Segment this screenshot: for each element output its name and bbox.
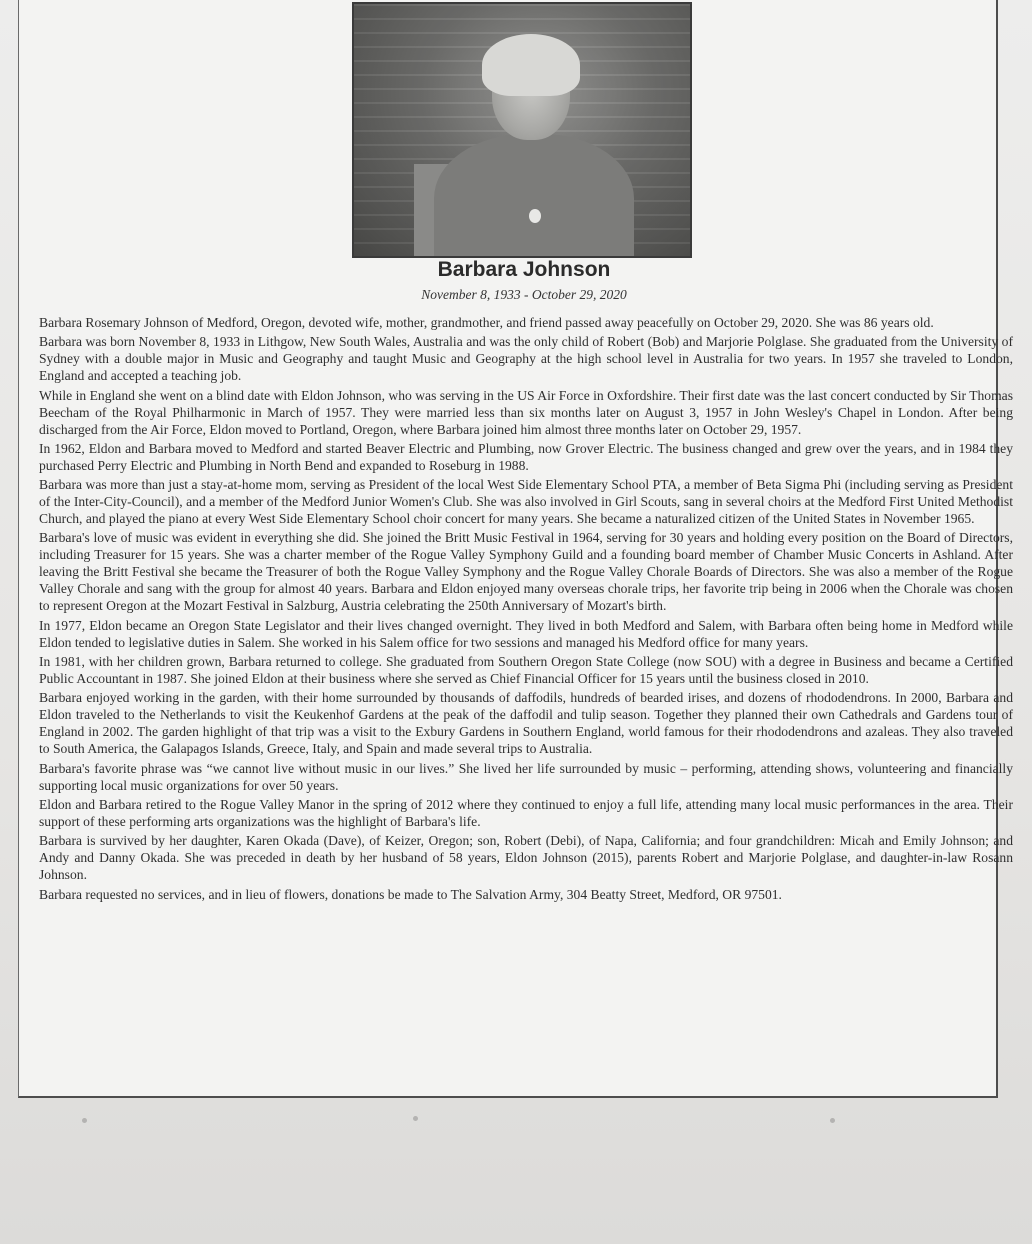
- paragraph: Barbara requested no services, and in lieu of flowers, donations be made to The Salvation Army, 304 Beatty Street, Medford, OR 97501.: [39, 886, 782, 902]
- paragraph: Barbara's love of music was evident in everything she did. She joined the Britt Music Festival in 1964, serving for 30 years and holding every position on the Board of Directors, including Treasurer for 15 years. She was a charter member of the Rogue Valley Symphony Guild and a founding board member of Chamber Music Concerts in Ashland. After leaving the Britt Festival she became the Treasurer of both the Rogue Valley Symphony and the Rogue Valley Chorale Boards of Directors. She was also a member of the Rogue Valley Chorale and sang with the group for almost 40 years. Barbara and Eldon enjoyed many overseas chorale trips, her favorite trip being in 2006 when the Chorale was chosen to represent Oregon at the Mozart Festival in Salzburg, Austria celebrating the 250th Anniversary of Mozart's birth.: [39, 530, 1013, 614]
- speck: [830, 1118, 835, 1123]
- paragraph: Barbara was more than just a stay-at-home mom, serving as President of the local West Side Elementary School PTA, a member of Beta Sigma Phi (including serving as President of the Inter-City-Council), and a member of the Medford Junior Women's Club. She was also involved in Girl Scouts, sang in several choirs at the Medford First United Methodist Church, and played the piano at every West Side Elementary School choir concert for many years. She became a naturalized citizen of the United States in November 1965.: [39, 477, 1013, 527]
- photo-pendant: [529, 209, 541, 223]
- paragraph: Barbara Rosemary Johnson of Medford, Oregon, devoted wife, mother, grandmother, and friend passed away peacefully on October 29, 2020. She was 86 years old.: [39, 315, 934, 330]
- paragraph: Barbara is survived by her daughter, Karen Okada (Dave), of Keizer, Oregon; son, Robert (Debi), of Napa, California; and four grandchildren: Micah and Emily Johnson; and Andy and Danny Okada. She was preceded in death by her husband of 58 years, Eldon Johnson (2015), parents Robert and Marjorie Polglase, and daughter-in-law Rosann Johnson.: [39, 833, 1013, 883]
- show-through-ink: [560, 1140, 574, 1202]
- portrait-photo: [352, 2, 692, 258]
- paragraph: Barbara was born November 8, 1933 in Lithgow, New South Wales, Australia and was the only child of Robert (Bob) and Marjorie Polglase. She graduated from the University of Sydney with a double major in Music and Geography and taught Music and Geography at the high school level in Australia for two years. In 1957 she traveled to London, England and accepted a teaching job.: [39, 334, 1013, 384]
- photo-figure: [434, 134, 634, 258]
- paragraph: Barbara's favorite phrase was “we cannot live without music in our lives.” She lived her life surrounded by music – performing, attending shows, volunteering and financially supporting local music organizations for over 50 years.: [39, 760, 1013, 793]
- paragraph: In 1981, with her children grown, Barbara returned to college. She graduated from Southern Oregon State College (now SOU) with a degree in Business and became a Certified Public Accountant in 1987. She joined Eldon at their business where she served as Chief Financial Officer for 15 years until the business closed in 2010.: [39, 654, 1013, 687]
- photo-hair: [482, 34, 580, 96]
- speck: [413, 1116, 418, 1121]
- deceased-name: Barbara Johnson: [437, 258, 611, 281]
- obituary-clipping: [18, 0, 1013, 1098]
- paragraph: While in England she went on a blind date with Eldon Johnson, who was serving in the US Air Force in Oxfordshire. Their first date was the last concert conducted by Sir Thomas Beecham of the Royal Philharmonic in March of 1957. They were married less than six months later on August 3, 1957 in John Wesley's Chapel in London. After being discharged from the Air Force, Eldon moved to Portland, Oregon, where Barbara joined him almost three months later on October 29, 1957.: [39, 387, 1013, 437]
- paragraph: In 1962, Eldon and Barbara moved to Medford and started Beaver Electric and Plumbing, now Grover Electric. The business changed and grew over the years, and in 1984 they purchased Perry Electric and Plumbing in North Bend and expanded to Roseburg in 1988.: [39, 440, 1013, 473]
- obituary-body: [39, 314, 1013, 905]
- life-dates: November 8, 1933 - October 29, 2020: [421, 287, 627, 302]
- speck: [82, 1118, 87, 1123]
- paragraph: In 1977, Eldon became an Oregon State Legislator and their lives changed overnight. They lived in both Medford and Salem, with Barbara often being home in Medford while Eldon tended to legislative duties in Salem. She worked in his Salem office for two sessions and managed his Medford office for many years.: [39, 617, 1013, 650]
- paragraph: Eldon and Barbara retired to the Rogue Valley Manor in the spring of 2012 where they continued to enjoy a full life, attending many local music performances in the area. Their support of these performing arts organizations was the highlight of Barbara's life.: [39, 796, 1013, 829]
- paragraph: Barbara enjoyed working in the garden, with their home surrounded by thousands of daffodils, hundreds of bearded irises, and dozens of rhododendrons. In 2000, Barbara and Eldon traveled to the Netherlands to visit the Keukenhof Gardens at the peak of the daffodil and tulip season. Together they planned their own Cathedrals and Gardens tour of England in 2002. The garden highlight of that trip was a visit to the Exbury Gardens in Southern England, world famous for their rhododendrons and azaleas. They also traveled to South America, the Galapagos Islands, Greece, Italy, and Spain and made several trips to Australia.: [39, 690, 1013, 757]
